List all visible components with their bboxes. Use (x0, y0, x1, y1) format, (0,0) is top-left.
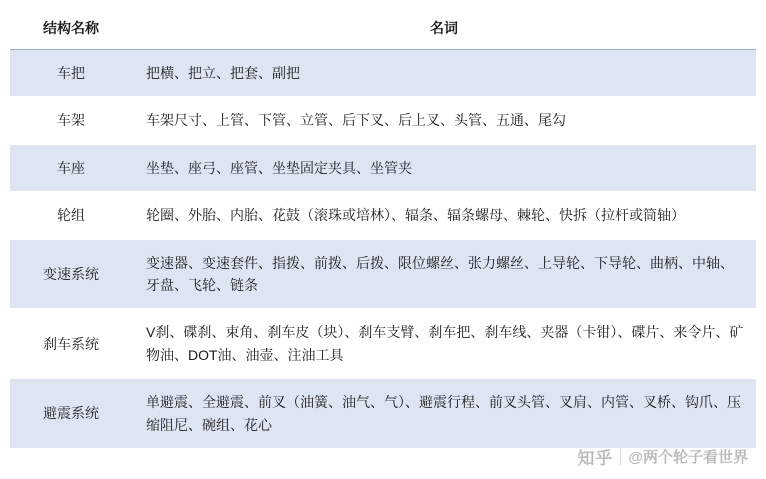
table-row (10, 144, 756, 191)
column-header-terms: 名词 (132, 8, 756, 50)
cell-terms: 把横、把立、把套、副把 (132, 50, 756, 97)
cell-structure-name: 刹车系统 (10, 309, 132, 379)
cell-structure-name: 变速系统 (10, 239, 132, 309)
cell-terms: 变速器、变速套件、指拨、前拨、后拨、限位螺丝、张力螺丝、上导轮、下导轮、曲柄、中轴、牙盘、飞轮、链条 (132, 239, 756, 309)
table-header (10, 8, 756, 50)
cell-terms: 坐垫、座弓、座管、坐垫固定夹具、坐管夹 (132, 144, 756, 191)
watermark-handle: @两个轮子看世界 (628, 449, 748, 466)
cell-structure-name: 车架 (10, 97, 132, 144)
cell-structure-name: 避震系统 (10, 379, 132, 449)
cell-structure-name: 车座 (10, 144, 132, 191)
table-row (10, 192, 756, 239)
table-header-row (10, 8, 756, 50)
watermark-divider (620, 449, 621, 465)
cell-structure-name: 轮组 (10, 192, 132, 239)
zhihu-logo: 知乎 (577, 449, 614, 468)
cell-structure-name: 车把 (10, 50, 132, 97)
watermark (577, 444, 748, 469)
bicycle-parts-table-wrapper (10, 8, 756, 449)
cell-terms: 轮圈、外胎、内胎、花鼓（滚珠或培林）、辐条、辐条螺母、棘轮、快拆（拉杆或筒轴） (132, 192, 756, 239)
table-row (10, 97, 756, 144)
cell-terms: 车架尺寸、上管、下管、立管、后下叉、后上叉、头管、五通、尾勾 (132, 97, 756, 144)
cell-terms: 单避震、全避震、前叉（油簧、油气、气）、避震行程、前叉头管、叉肩、内管、叉桥、钩爪、压缩阻尼、碗组、花心 (132, 379, 756, 449)
bicycle-parts-table (10, 8, 756, 449)
table-row (10, 239, 756, 309)
table-row (10, 379, 756, 449)
column-header-structure-name: 结构名称 (10, 8, 132, 50)
cell-terms: V刹、碟刹、束角、刹车皮（块）、刹车支臂、刹车把、刹车线、夹器（卡钳）、碟片、来令片、矿物油、DOT油、油壶、注油工具 (132, 309, 756, 379)
table-row (10, 50, 756, 97)
table-row (10, 309, 756, 379)
table-body (10, 50, 756, 449)
